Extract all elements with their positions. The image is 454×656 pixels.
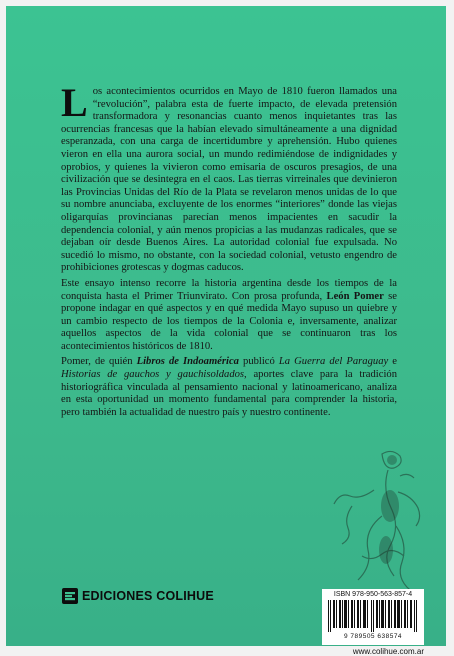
paragraph-3 xyxy=(61,356,397,419)
series-name: Libros de Indoamérica xyxy=(136,356,239,368)
book-title-2: Historias de gauchos y gauchisoldados xyxy=(61,369,245,381)
paragraph-2-text-a: Este ensayo intenso recorre la historia argentina desde los tiempos de la conquista hasta el Primer Triunvirato. Con prosa profunda, xyxy=(61,277,397,302)
publisher-url: www.colihue.com.ar xyxy=(352,647,424,656)
paragraph-2 xyxy=(61,278,397,354)
publisher-logo xyxy=(62,587,214,605)
colihue-logo-icon xyxy=(62,588,78,604)
paragraph-3-text-a: Pomer, de quién xyxy=(61,356,137,368)
book-title-1: La Guerra del Paraguay xyxy=(278,356,389,368)
book-back-cover xyxy=(6,6,446,656)
barcode xyxy=(322,589,424,645)
isbn-number: ISBN 978-950-563-857-4 xyxy=(333,591,413,598)
synopsis-text xyxy=(61,80,397,422)
barcode-digits: 9 789505 638574 xyxy=(343,633,403,640)
paragraph-3-text-c: e xyxy=(388,356,397,368)
paragraph-3-text-b: publicó xyxy=(238,356,279,368)
publisher-name: EDICIONES COLIHUE xyxy=(82,589,214,603)
paragraph-1-text: os acontecimientos ocurridos en Mayo de 1810 fueron llamados una “revolución”, palabra esta de fuerte impacto, de elevada pretensión transformadora y resonancias cuanto menos inquietantes tras las ocurrencias francesas que la habían elevado simultáneamente a una dignidad esperanzada, con una carga de incertidumbre y aprehensión. Hubo quienes vieron en ella una aurora social, un mundo redimiéndose de indignidades y oprobios, y quienes la vivieron como emisaria de oscuros presagios, de una civilización que se desintegra en el caos. Las tierras virreinales que devinieron las Provincias Unidas del Río de la Plata se revelaron menos unidas de lo que su nombre anunciaba, excluyente de los enormes “interiores” donde las viejas oligarquías provincianas parecían menos impacientes en sacudir la dependencia colonial, y aún menos propicias a las mudanzas radicales, que se dejaban oír desde Buenos Aires. La autoridad colonial fue expulsada. No sucedió lo mismo, no obstante, con la sociedad colonial, vetusto engendro de prohibiciones grotescas y dogmas caducos. xyxy=(61,86,397,274)
barcode-bars xyxy=(326,600,420,632)
paragraph-3-text-d: , aportes clave para la tradición historiográfica vinculada al pensamiento nacional y latinoamericano, analiza en esta oportunidad un momento fundamental para comprender la historia, pero también la actualidad de nuestro país y nuestro continente. xyxy=(61,369,397,418)
drop-cap: L xyxy=(61,80,88,125)
author-name: León Pomer xyxy=(326,290,384,302)
paragraph-2-text-b: se propone indagar en qué aspectos y en qué medida Mayo supuso un quiebre y un cambio respecto de los tiempos de la Colonia e, inversamente, analizar aquellos aspectos de la vida colonial que se continuaron tras los acontecimientos históricos de 1810. xyxy=(61,290,397,352)
paragraph-1 xyxy=(61,80,397,275)
engraving-illustration xyxy=(312,446,432,596)
